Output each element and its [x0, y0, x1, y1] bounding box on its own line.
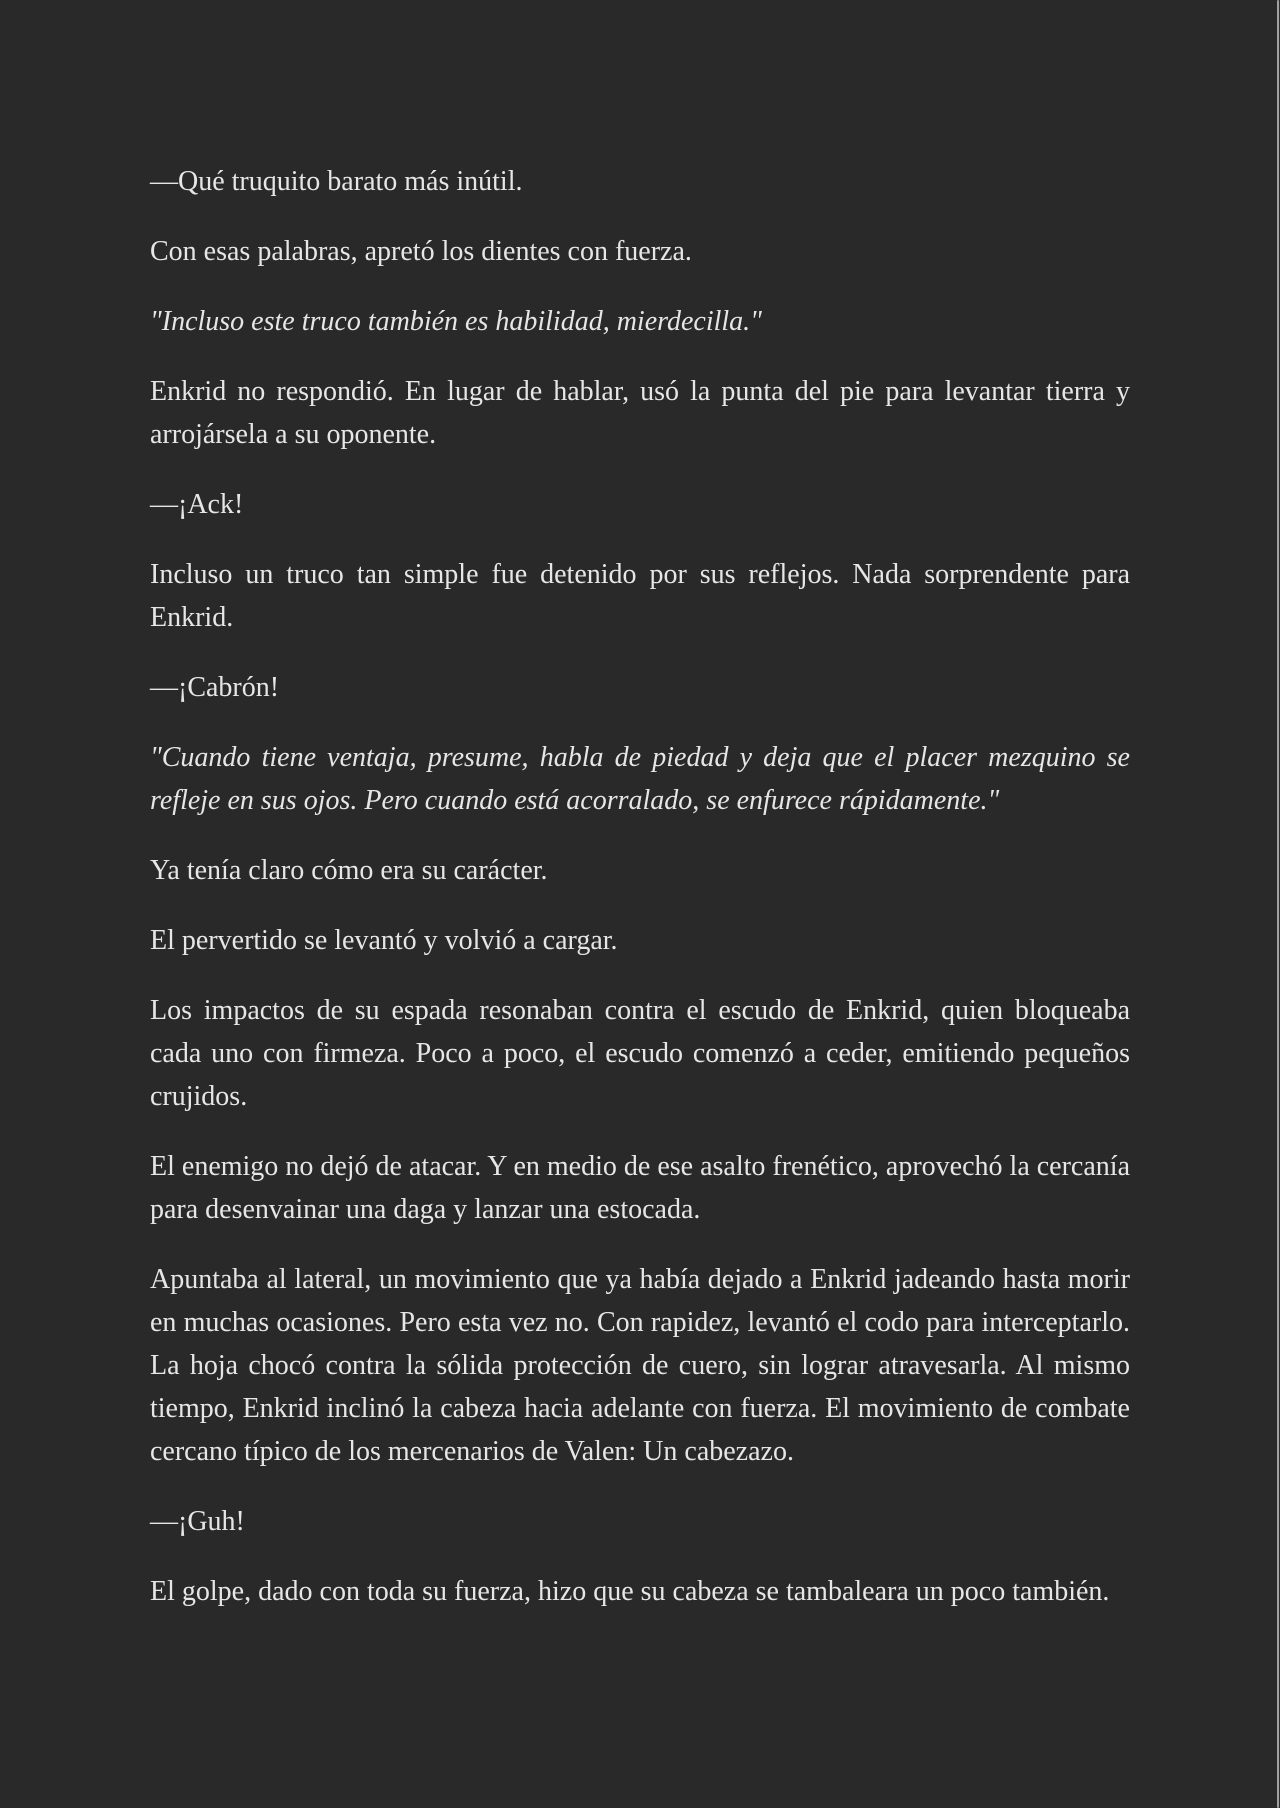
paragraph: Los impactos de su espada resonaban contra el escudo de Enkrid, quien bloqueaba cada uno con firmeza. Poco a poco, el escudo comenzó a ceder, emitiendo pequeños crujidos. — [150, 995, 1130, 1112]
paragraph: "Cuando tiene ventaja, presume, habla de piedad y deja que el placer mezquino se refleje en sus ojos. Pero cuando está acorralado, se enfurece rápidamente." — [150, 742, 1130, 816]
paragraph: El enemigo no dejó de atacar. Y en medio de ese asalto frenético, aprovechó la cercanía para desenvainar una daga y lanzar una estocada. — [150, 1151, 1130, 1225]
paragraph: —¡Cabrón! — [150, 672, 280, 703]
paragraph: Incluso un truco tan simple fue detenido por sus reflejos. Nada sorprendente para Enkrid. — [150, 559, 1130, 633]
paragraph: Apuntaba al lateral, un movimiento que ya había dejado a Enkrid jadeando hasta morir en muchas ocasiones. Pero esta vez no. Con rapidez, levantó el codo para interceptarlo. La hoja chocó contra la sólida protección de cuero, sin lograr atravesarla. Al mismo tiempo, Enkrid inclinó la cabeza hacia adelante con fuerza. El movimiento de combate cercano típico de los mercenarios de Valen: Un cabezazo. — [150, 1264, 1130, 1467]
paragraph: El golpe, dado con toda su fuerza, hizo que su cabeza se tambaleara un poco también. — [150, 1576, 1110, 1607]
paragraph: El pervertido se levantó y volvió a cargar. — [150, 925, 618, 956]
paragraph: "Incluso este truco también es habilidad, mierdecilla." — [150, 306, 762, 337]
chapter-text — [150, 0, 1130, 1613]
paragraph: —¡Guh! — [150, 1506, 245, 1537]
paragraph: Con esas palabras, apretó los dientes con fuerza. — [150, 236, 692, 267]
paragraph: —Qué truquito barato más inútil. — [150, 166, 523, 197]
paragraph: —¡Ack! — [150, 489, 244, 520]
paragraph: Enkrid no respondió. En lugar de hablar, usó la punta del pie para levantar tierra y arrojársela a su oponente. — [150, 376, 1130, 450]
paragraph: Ya tenía claro cómo era su carácter. — [150, 855, 548, 886]
scrollbar-thumb[interactable] — [1277, 0, 1279, 1808]
